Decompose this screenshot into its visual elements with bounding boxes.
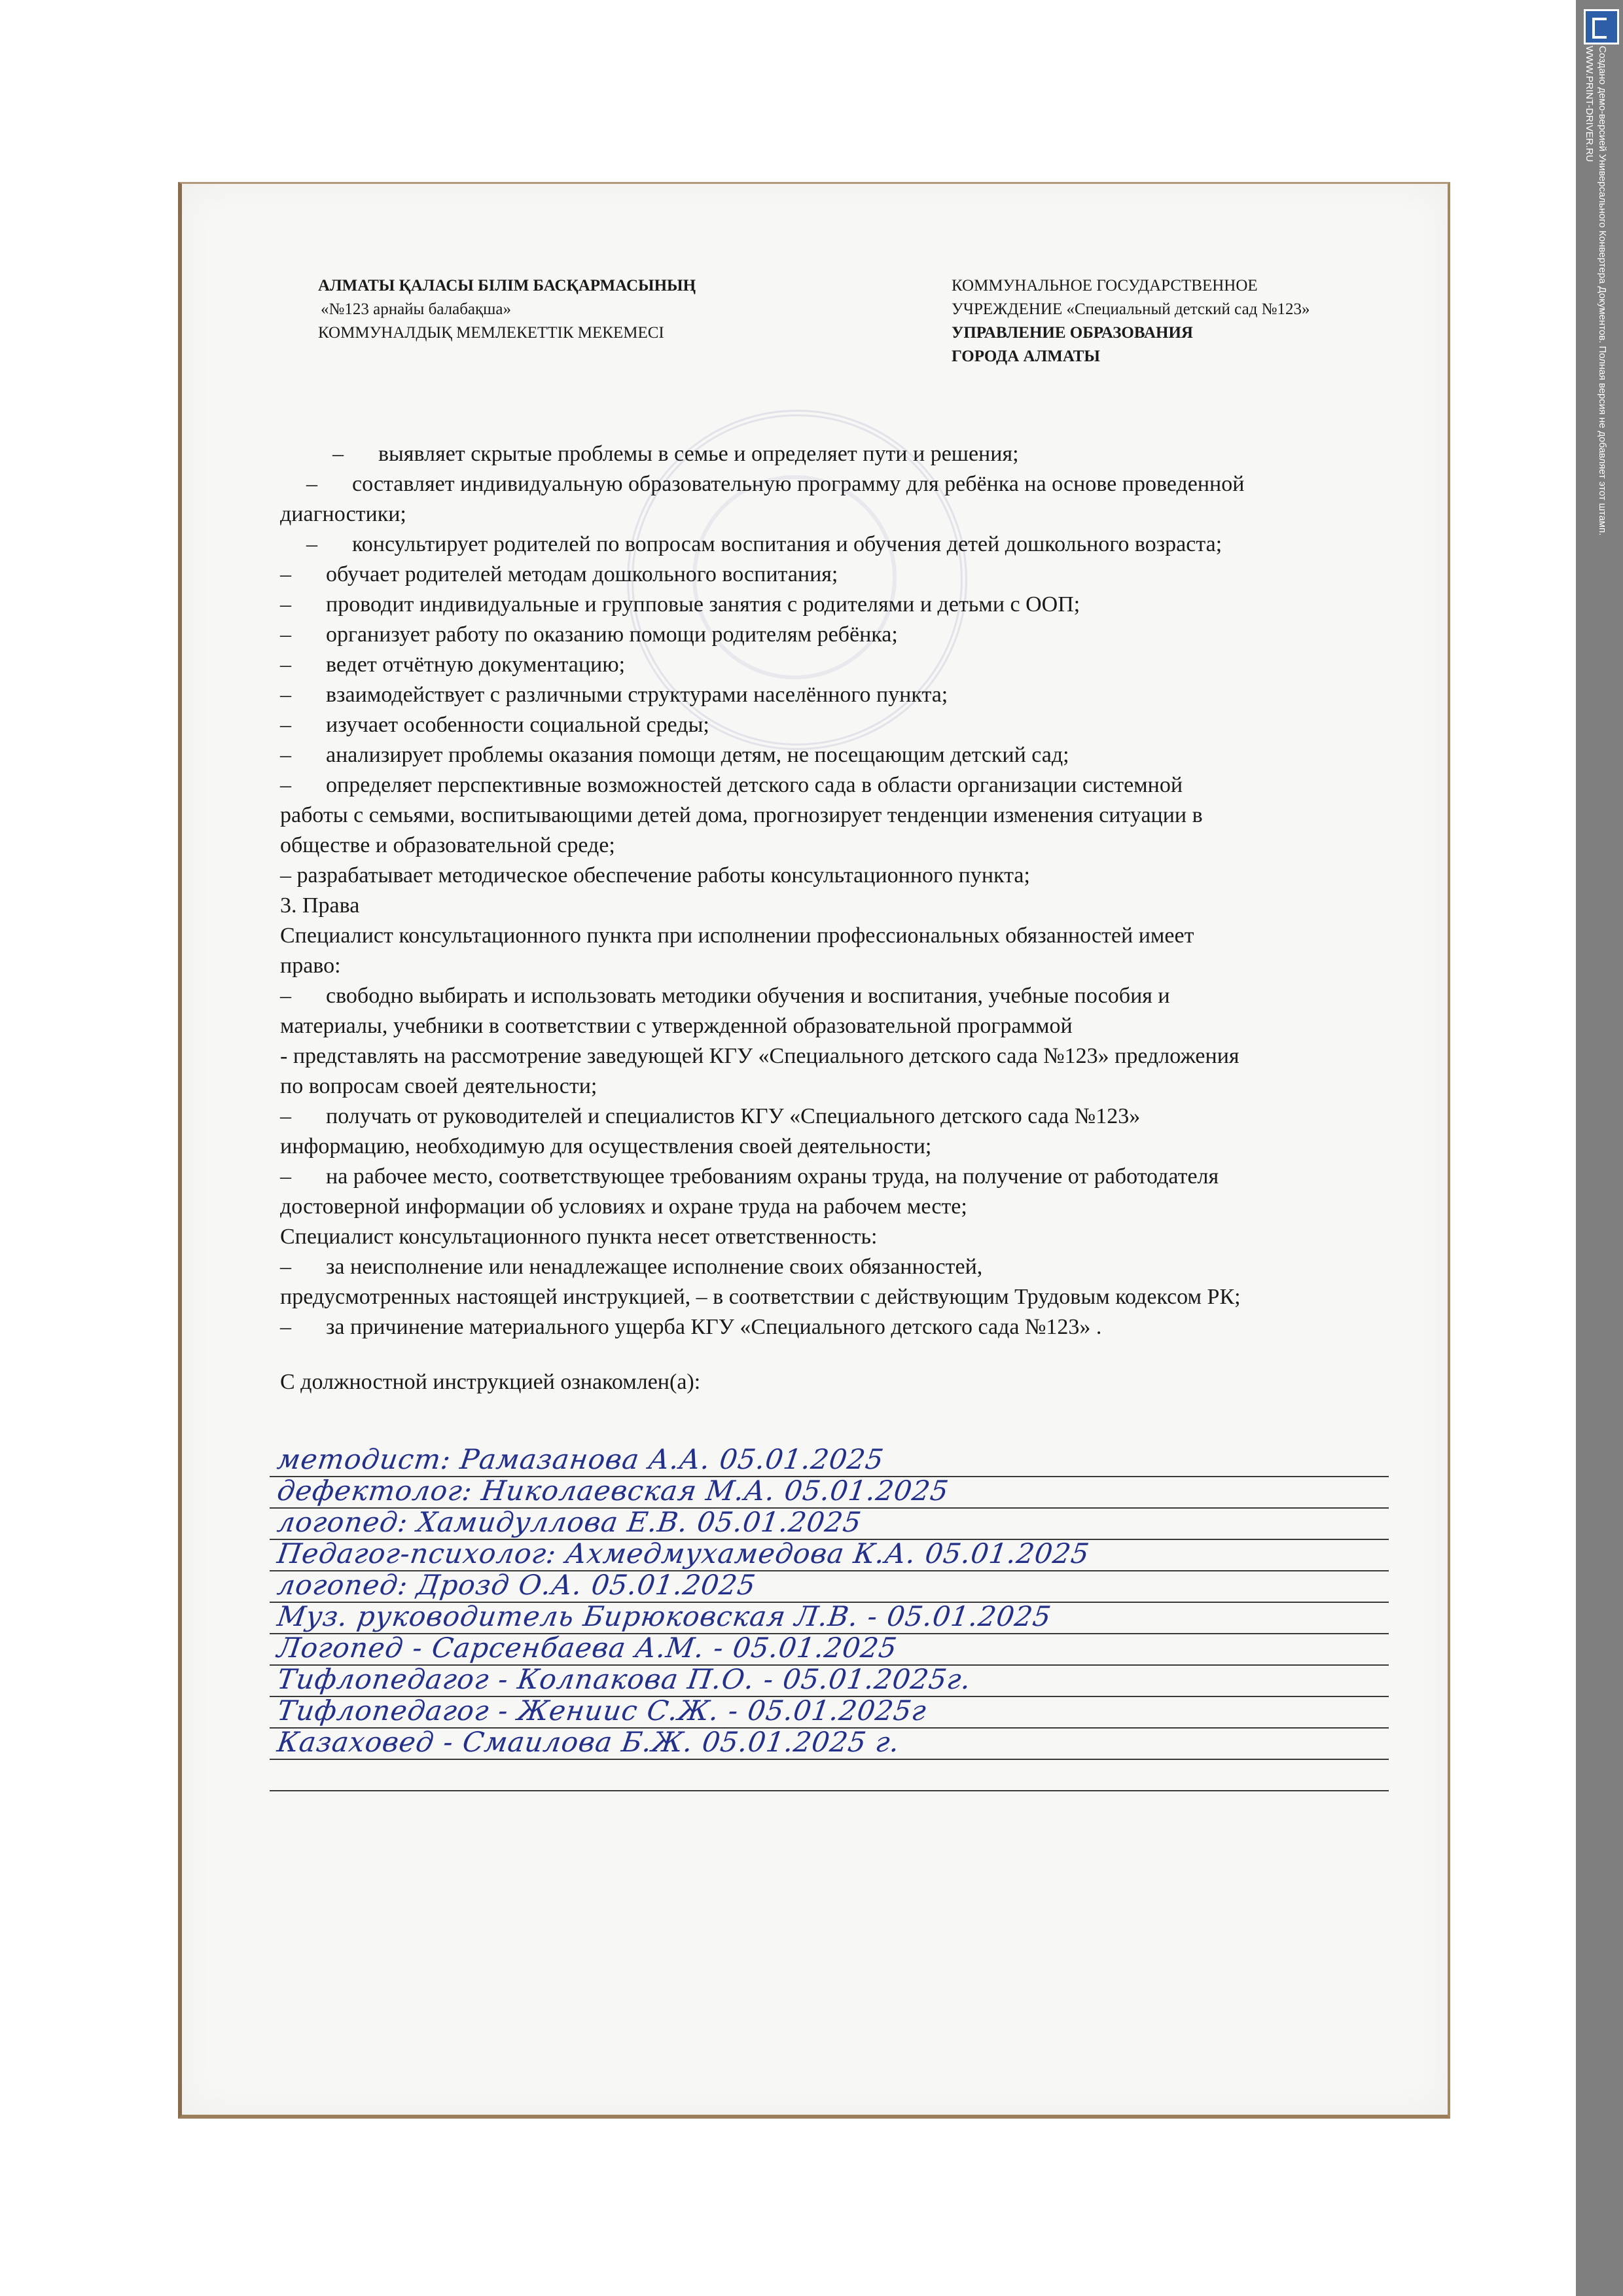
header-right-line-4: ГОРОДА АЛМАТЫ (952, 348, 1100, 365)
acknowledgement-line: С должностной инструкцией ознакомлен(а): (280, 1370, 701, 1394)
duty-line: – обучает родителей методам дошкольного воспитания; (280, 562, 838, 586)
header-left-line-1: АЛМАТЫ ҚАЛАСЫ БІЛІМ БАСҚАРМАСЫНЫҢ (318, 277, 696, 295)
right-line: достоверной информации об условиях и охране труда на рабочем месте; (280, 1194, 967, 1219)
duty-line: диагностики; (280, 502, 406, 526)
responsibility-intro: Специалист консультационного пункта несет ответственность: (280, 1225, 878, 1249)
signature-row: логопед: Дрозд О.А. 05.01.2025 (270, 1571, 1389, 1603)
signature-row: логопед: Хамидуллова Е.В. 05.01.2025 (270, 1509, 1389, 1540)
right-line: – на рабочее место, соответствующее требованиям охраны труда, на получение от работодателя (280, 1164, 1219, 1189)
watermark-text: Создано демо-версией Универсального Конвертера Документов. Полная версия не добавляет этот штамп. WWW.PRINT-DRIVER.RU (1584, 46, 1608, 536)
right-line: материалы, учебники в соответствии с утвержденной образовательной программой (280, 1014, 1073, 1038)
duty-line: – консультирует родителей по вопросам воспитания и обучения детей дошкольного возраста; (306, 532, 1222, 556)
header-right-line-3: УПРАВЛЕНИЕ ОБРАЗОВАНИЯ (952, 324, 1193, 342)
right-line: – свободно выбирать и использовать методики обучения и воспитания, учебные пособия и (280, 984, 1170, 1008)
responsibility-line: – за причинение материального ущерба КГУ «Специального детского сада №123» . (280, 1315, 1102, 1339)
responsibility-line: – за неисполнение или ненадлежащее исполнение своих обязанностей, (280, 1255, 983, 1279)
signature-row: Логопед - Сарсенбаева А.М. - 05.01.2025 (270, 1634, 1389, 1666)
signature-row-empty (270, 1760, 1389, 1791)
signature-row: методист: Рамазанова А.А. 05.01.2025 (270, 1446, 1389, 1477)
right-line: – получать от руководителей и специалистов КГУ «Специального детского сада №123» (280, 1104, 1141, 1128)
duty-line: – составляет индивидуальную образовательную программу для ребёнка на основе проведенной (306, 472, 1245, 496)
duty-line: – изучает особенности социальной среды; (280, 713, 709, 737)
signature-row: Тифлопедагог - Жениис С.Ж. - 05.01.2025г (270, 1697, 1389, 1729)
header-left-line-2: «№123 арнайы балабақша» (321, 300, 512, 318)
duty-line: работы с семьями, воспитывающими детей дома, прогнозирует тенденции изменения ситуации в (280, 803, 1203, 827)
signature-row: Педагог-психолог: Ахмедмухамедова К.А. 05.01.2025 (270, 1540, 1389, 1571)
duty-line: – организует работу по оказанию помощи родителям ребёнка; (280, 622, 898, 647)
right-line: - представлять на рассмотрение заведующей КГУ «Специального детского сада №123» предложения (280, 1044, 1240, 1068)
duty-line: – определяет перспективные возможностей детского сада в области организации системной (280, 773, 1183, 797)
duty-line: – разрабатывает методическое обеспечение работы консультационного пункта; (280, 863, 1030, 888)
rights-intro-line: право: (280, 954, 341, 978)
signature-row: Тифлопедагог - Колпакова П.О. - 05.01.2025г. (270, 1666, 1389, 1697)
duty-line: – выявляет скрытые проблемы в семье и определяет пути и решения; (332, 442, 1019, 466)
header-right-line-2: УЧРЕЖДЕНИЕ «Специальный детский сад №123» (952, 300, 1310, 318)
signature-row: дефектолог: Николаевская М.А. 05.01.2025 (270, 1477, 1389, 1509)
right-line: информацию, необходимую для осуществления своей деятельности; (280, 1134, 932, 1158)
signature-block (270, 1443, 1389, 1791)
duty-line: – анализирует проблемы оказания помощи детям, не посещающим детский сад; (280, 743, 1069, 767)
converter-watermark-bar (1576, 0, 1623, 2296)
header-right-line-1: КОММУНАЛЬНОЕ ГОСУДАРСТВЕННОЕ (952, 277, 1258, 295)
duty-line: – проводит индивидуальные и групповые занятия с родителями и детьми с ООП; (280, 592, 1080, 617)
signature-row: Казаховед - Смаилова Б.Ж. 05.01.2025 г. (270, 1729, 1389, 1760)
duty-line: – ведет отчётную документацию; (280, 653, 626, 677)
right-line: по вопросам своей деятельности; (280, 1074, 597, 1098)
instruction-body (280, 439, 1393, 1397)
header-russian (952, 274, 1310, 368)
signature-row: Муз. руководитель Бирюковская Л.В. - 05.01.2025 (270, 1603, 1389, 1634)
duty-line: обществе и образовательной среде; (280, 833, 615, 857)
scanned-document-page (178, 182, 1450, 2119)
rights-intro-line: Специалист консультационного пункта при исполнении профессиональных обязанностей имеет (280, 924, 1194, 948)
rights-heading: 3. Права (280, 893, 360, 918)
converter-logo-icon (1584, 9, 1619, 45)
header-kazakh (318, 274, 696, 345)
responsibility-line: предусмотренных настоящей инструкцией, – в соответствии с действующим Трудовым кодексом РК; (280, 1285, 1241, 1309)
header-left-line-3: КОММУНАЛДЫҚ МЕМЛЕКЕТТІК МЕКЕМЕСІ (318, 324, 664, 342)
duty-line: – взаимодействует с различными структурами населённого пункта; (280, 683, 948, 707)
